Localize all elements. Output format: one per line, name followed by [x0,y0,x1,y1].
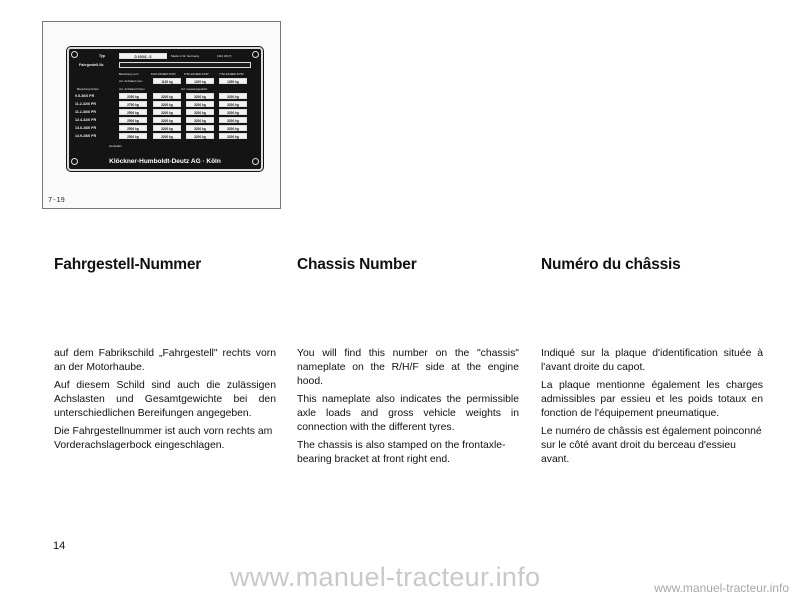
column-fr [541,347,763,471]
screw-icon [252,158,259,165]
plate-front-header: 7.50-16/4ER-8 PR [219,72,244,76]
paragraph: Die Fahrgestellnummer ist auch vorn rechts am Vorderachslagerbock eingeschlagen. [54,426,273,451]
plate-cell: 3200 kg [186,93,214,99]
plate-rear-tire: 12.4-32/6 PR [75,118,97,122]
page-number: 14 [53,540,66,552]
plate-cell: 3200 kg [153,133,181,139]
paragraph: You will find this number on the "chassis" nameplate on the R/H/F side at the engine hood. [297,348,519,387]
plate-table-row [69,108,261,116]
plate-cell: 3200 kg [153,101,181,107]
plate-typ-value: D 10002 - S [119,53,167,59]
plate-rear-tire: 11.2-36/6 PR [75,110,96,114]
plate-cell: 3200 kg [219,93,247,99]
plate-table-row [69,100,261,108]
plate-manufacturer: Klöckner-Humboldt-Deutz AG · Köln [109,158,221,165]
column-en [297,347,519,471]
plate-cell: 3200 kg [219,101,247,107]
plate-cell: 2500 kg [119,117,147,123]
paragraph: La plaque mentionne également les charges admissibles par essieu et les poids totaux en fonction de l'équipement pneumatique. [541,380,763,419]
plate-bereifung-hinten: Bereifung hinten [77,87,99,91]
plate-rear-tire: 9.5-36/6 PR [75,94,95,98]
plate-hersteller-row [69,142,261,150]
plate-fahrgestell-label: Fahrgestell-Nr. [79,63,105,67]
plate-cell: 3200 kg [153,93,181,99]
plate-cell: 3200 kg [219,133,247,139]
plate-cell: 3200 kg [186,101,214,107]
plate-cell: 2500 kg [119,125,147,131]
plate-cell: 3200 kg [186,133,214,139]
plate-front-header: 6.50-16/4ER-6 PR [184,72,209,76]
plate-cell: 3200 kg [153,117,181,123]
plate-chassis-row [69,61,261,69]
plate-bereifung-vorn: Bereifung vorn [119,72,139,76]
plate-cell: 3200 kg [219,125,247,131]
plate-table-row [69,116,261,124]
paragraph: Auf diesem Schild sind auch die zulässigen Achslasten und Gesamtgewichte bei den unterschiedlichen Bereifungen angegeben. [54,380,276,419]
plate-cell: 3200 kg [153,125,181,131]
plate-cell: 2500 kg [119,133,147,139]
screw-icon [71,158,78,165]
plate-front-value: 1200 kg [186,78,214,84]
plate-cell: 2750 kg [119,101,147,107]
heading-en: Chassis Number [297,256,417,273]
plate-table-row [69,92,261,100]
plate-chassis-number-field [119,62,251,68]
plate-cell: 3200 kg [186,117,214,123]
plate-table-row [69,132,261,140]
plate-cell: 3200 kg [186,125,214,131]
plate-rear-tire: 14.9-28/6 PR [75,134,97,138]
plate-code: (424 1617) [217,54,232,58]
watermark-small: www.manuel-tracteur.info [654,581,789,595]
plate-rear-tire: 13.6-28/6 PR [75,126,97,130]
column-de [54,347,276,457]
paragraph: auf dem Fabrikschild „Fahrgestell" rechts vorn an der Motorhaube. [54,348,276,373]
watermark: www.manuel-tracteur.info [230,562,541,592]
chassis-nameplate [67,47,263,171]
paragraph: Le numéro de châssis est également poinconné sur le côté avant droit du berceau d'essieu avant. [541,426,762,465]
plate-cell: 3200 kg [186,109,214,115]
heading-de: Fahrgestell-Nummer [54,256,202,273]
plate-type-row [69,52,261,60]
plate-hersteller-label: Hersteller [109,144,122,148]
plate-front-value: 1250 kg [219,78,247,84]
plate-cell: 3200 kg [219,117,247,123]
plate-cell: 2500 kg [119,109,147,115]
plate-front-value: 1120 kg [153,78,181,84]
plate-cell: 3200 kg [153,109,181,115]
paragraph: Indiqué sur la plaque d'identification située à l'avant droite du capot. [541,348,763,373]
paragraph: This nameplate also indicates the permissible axle loads and gross vehicle weights in connection with the different tyres. [297,394,519,433]
plate-front-header: 8.00-15/4ER-8 PR [151,72,176,76]
plate-gesamtgewicht: zul. Gesamtgewicht [181,87,208,91]
plate-front-load-row [69,77,261,85]
figure-label: 7-19 [48,196,65,204]
heading-fr: Numéro du châssis [541,256,681,273]
plate-made-in: Made in W. Germany [171,54,200,58]
plate-table-row [69,124,261,132]
plate-typ-label: Typ [99,54,106,58]
plate-rear-tire: 11.2-32/6 PR [75,102,96,106]
nameplate-figure [42,21,281,209]
plate-cell: 3200 kg [219,109,247,115]
paragraph: The chassis is also stamped on the frontaxle-bearing bracket at front right end. [297,440,506,465]
plate-achslast-vorn: zul. Achslast vorn [119,79,143,83]
plate-cell: 2250 kg [119,93,147,99]
plate-achslast-hinten: zul. Achslast hinten [119,87,145,91]
